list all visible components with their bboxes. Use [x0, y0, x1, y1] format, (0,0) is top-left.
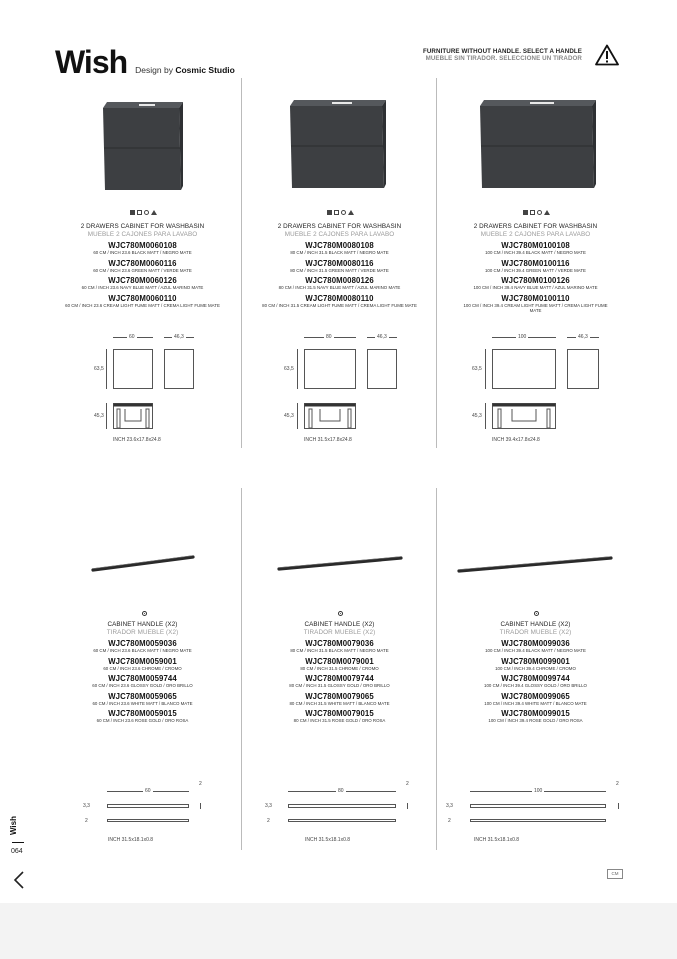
chevron-left-icon[interactable]: [12, 870, 26, 890]
product-code: WJC780M0059744: [108, 674, 177, 683]
handle-image: [456, 554, 614, 574]
page-number: 064: [11, 848, 23, 855]
triangle-icon: [544, 210, 550, 215]
variant-desc: 100 CM / INCH 39.4 NAVY BLUE MATT / AZUL MARINO MATE: [473, 285, 598, 290]
handle-warning: [423, 48, 582, 62]
product-code: WJC780M0099036: [501, 639, 570, 648]
cabinet-image: [480, 100, 596, 192]
variant-desc: 100 CM / INCH 39.4 GREEN MATT / VERDE MATE: [484, 267, 586, 273]
unit-badge: CM: [607, 869, 623, 879]
product-info: [262, 621, 417, 724]
side-view: [164, 349, 194, 389]
triangle-icon: [348, 210, 354, 215]
finish-icons: [123, 210, 163, 215]
side-mark: [618, 803, 619, 809]
small-dim: 2: [85, 818, 88, 824]
handle-image: [90, 553, 196, 573]
height2-line: [485, 403, 486, 429]
variant-desc: 80 CM / INCH 31.5 BLACK MATT / NEGRO MATE: [290, 648, 389, 653]
variant-desc: 100 CM / INCH 39.4 WHITE MATT / BLANCO MATE: [484, 700, 587, 706]
product-info: [65, 621, 220, 724]
height2-line: [297, 403, 298, 429]
square-filled-icon: [523, 210, 528, 215]
side-view: [567, 349, 599, 389]
product-info: [65, 223, 220, 308]
variant-desc: 100 CM / INCH 39.4 ROSE GOLD / ORO ROSA: [488, 718, 583, 723]
product-code: WJC780M0100126: [501, 276, 570, 285]
product-code: WJC780M0100110: [501, 293, 570, 303]
product-name-en: 2 DRAWERS CABINET FOR WASHBASIN: [277, 223, 402, 230]
design-by-prefix: Design by: [135, 65, 173, 75]
thickness-dim: 3,3: [265, 803, 272, 809]
square-filled-icon: [130, 210, 135, 215]
product-code: WJC780M0060126: [108, 276, 177, 285]
finish-icons: [140, 611, 148, 616]
width-dim: 100: [518, 334, 527, 340]
square-icon: [137, 210, 142, 215]
product-code: WJC780M0080126: [305, 276, 374, 285]
thickness-dim: 3,3: [83, 803, 90, 809]
product-code: WJC780M0099065: [501, 691, 570, 701]
column-divider: [436, 488, 437, 850]
viewer-bottom-bar: [0, 903, 677, 959]
variant-desc: 80 CM / INCH 31.5 GREEN MATT / VERDE MATE: [290, 267, 389, 273]
depth-dim: 46,3: [174, 334, 184, 340]
width-dim: 80: [326, 334, 332, 340]
variant-desc: 100 CM / INCH 39.4 GLOSSY GOLD / ORO BRILLO: [484, 683, 587, 688]
product-code: WJC780M0100116: [501, 258, 570, 268]
length-dim: 80: [338, 788, 344, 794]
side-brand-label: Wish: [9, 816, 18, 836]
small-dim: 2: [199, 781, 202, 787]
design-credit: [135, 65, 235, 75]
inch-dims: INCH 31.5x18.1x0.8: [108, 837, 154, 843]
product-name-es: MUEBLE 2 CAJONES PARA LAVABO: [284, 231, 395, 238]
product-name-en: CABINET HANDLE (X2): [304, 621, 375, 628]
circle-icon: [341, 210, 346, 215]
product-info: [458, 223, 613, 314]
product-code: WJC780M0080116: [305, 258, 374, 268]
product-code: WJC780M0079015: [305, 709, 374, 718]
warning-triangle-icon: [595, 44, 619, 66]
product-name-en: CABINET HANDLE (X2): [500, 621, 571, 628]
variant-desc: 60 CM / INCH 23.6 BLACK MATT / NEGRO MATE: [93, 648, 192, 653]
dot-icon: [338, 611, 343, 616]
product-name-es: TIRADOR MUEBLE (X2): [303, 629, 376, 636]
product-code: WJC780M0060116: [108, 258, 177, 268]
height-line: [485, 349, 486, 389]
height2-dim: 45,3: [94, 413, 104, 419]
product-code: WJC780M0099001: [501, 656, 570, 666]
variant-desc: 60 CM / INCH 23.6 BLACK MATT / NEGRO MATE: [93, 250, 192, 255]
variant-desc: 60 CM / INCH 23.6 CHROME / CROMO: [103, 665, 182, 671]
warning-text-en: FURNITURE WITHOUT HANDLE. SELECT A HANDLE: [422, 48, 582, 55]
cabinet-image: [290, 100, 386, 192]
variant-desc: 80 CM / INCH 31.5 NAVY BLUE MATT / AZUL MARINO MATE: [278, 285, 401, 290]
height2-dim: 45,3: [472, 413, 482, 419]
product-name-es: MUEBLE 2 CAJONES PARA LAVABO: [480, 231, 591, 238]
product-code: WJC780M0060110: [108, 293, 177, 303]
variant-desc: 80 CM / INCH 31.5 BLACK MATT / NEGRO MATE: [290, 250, 389, 255]
top-view: [113, 403, 153, 429]
product-code: WJC780M0059065: [108, 691, 177, 701]
side-mark: [407, 803, 408, 809]
variant-desc: 60 CM / INCH 23.6 NAVY BLUE MATT / AZUL MARINO MATE: [81, 285, 204, 290]
variant-desc: 80 CM / INCH 31.5 GLOSSY GOLD / ORO BRILLO: [289, 683, 390, 688]
brand-header: [55, 44, 235, 81]
variant-desc: 80 CM / INCH 31.5 ROSE GOLD / ORO ROSA: [293, 718, 386, 723]
product-code: WJC780M0059036: [108, 639, 177, 648]
product-code: WJC780M0060108: [108, 241, 177, 250]
dot-icon: [142, 611, 147, 616]
triangle-icon: [151, 210, 157, 215]
variant-desc: 60 CM / INCH 23.6 GREEN MATT / VERDE MATE: [93, 267, 192, 273]
product-info: [458, 621, 613, 724]
square-icon: [530, 210, 535, 215]
variant-desc: 80 CM / INCH 31.5 WHITE MATT / BLANCO MATE: [289, 700, 390, 706]
front-view: [113, 349, 153, 389]
handle-top-view: [288, 819, 396, 822]
front-view: [492, 349, 556, 389]
height-dim: 63,5: [94, 366, 104, 372]
inch-dims: INCH 39.4x17.8x24.8: [492, 437, 540, 443]
depth-dim: 46,3: [377, 334, 387, 340]
small-dim: 2: [616, 781, 619, 787]
inch-dims: INCH 31.5x17.8x24.8: [304, 437, 352, 443]
height-line: [106, 349, 107, 389]
handle-front-view: [288, 804, 396, 808]
product-name-es: MUEBLE 2 CAJONES PARA LAVABO: [87, 231, 198, 238]
finish-icons: [516, 210, 556, 215]
handle-image: [276, 554, 404, 572]
side-rule: [12, 842, 24, 843]
top-view: [304, 403, 356, 429]
side-view: [367, 349, 397, 389]
handle-top-view: [470, 819, 606, 822]
product-info: [262, 223, 417, 308]
depth-dim: 46,3: [578, 334, 588, 340]
product-code: WJC780M0079001: [305, 656, 374, 666]
variant-desc: 100 CM / INCH 39.4 BLACK MATT / NEGRO MATE: [485, 250, 586, 255]
product-code: WJC780M0079036: [305, 639, 374, 648]
side-mark: [200, 803, 201, 809]
product-code: WJC780M0080110: [305, 293, 374, 303]
inch-dims: INCH 23.6x17.8x24.8: [113, 437, 161, 443]
dot-icon: [534, 611, 539, 616]
handle-front-view: [107, 804, 189, 808]
square-icon: [334, 210, 339, 215]
product-code: WJC780M0080108: [305, 241, 374, 250]
product-code: WJC780M0099015: [501, 709, 570, 718]
variant-desc: 60 CM / INCH 23.6 CREAM LIGHT FUME MATT / CREMA LIGHT FUME MATE: [65, 302, 220, 308]
product-code: WJC780M0059015: [108, 709, 177, 718]
finish-icons: [532, 611, 540, 616]
product-name-es: TIRADOR MUEBLE (X2): [106, 629, 179, 636]
small-dim: 2: [448, 818, 451, 824]
variant-desc: 80 CM / INCH 31.5 CHROME / CROMO: [300, 665, 379, 671]
height2-line: [106, 403, 107, 429]
product-code: WJC780M0100108: [501, 241, 570, 250]
variant-desc: 100 CM / INCH 39.4 CREAM LIGHT FUME MATT / CREMA LIGHT FUME MATE: [463, 302, 608, 313]
height-line: [297, 349, 298, 389]
top-view: [492, 403, 556, 429]
variant-desc: 100 CM / INCH 39.4 BLACK MATT / NEGRO MATE: [485, 648, 586, 653]
product-name-en: CABINET HANDLE (X2): [107, 621, 178, 628]
handle-front-view: [470, 804, 606, 808]
warning-text-es: MUEBLE SIN TIRADOR. SELECCIONE UN TIRADOR: [425, 55, 582, 62]
variant-desc: 60 CM / INCH 23.6 ROSE GOLD / ORO ROSA: [96, 718, 189, 723]
cabinet-image: [103, 102, 183, 194]
handle-top-view: [107, 819, 189, 822]
circle-icon: [144, 210, 149, 215]
square-filled-icon: [327, 210, 332, 215]
product-code: WJC780M0059001: [108, 656, 177, 666]
small-dim: 2: [267, 818, 270, 824]
height-dim: 63,5: [472, 366, 482, 372]
small-dim: 2: [406, 781, 409, 787]
inch-dims: INCH 31.5x18.1x0.8: [474, 837, 520, 843]
designer-name: Cosmic Studio: [175, 65, 235, 75]
front-view: [304, 349, 356, 389]
height2-dim: 45,3: [284, 413, 294, 419]
inch-dims: INCH 31.5x18.1x0.8: [305, 837, 351, 843]
product-code: WJC780M0099744: [501, 674, 570, 683]
product-code: WJC780M0079744: [305, 674, 374, 683]
variant-desc: 80 CM / INCH 31.5 CREAM LIGHT FUME MATT / CREMA LIGHT FUME MATE: [262, 302, 417, 308]
variant-desc: 100 CM / INCH 39.4 CHROME / CROMO: [495, 665, 576, 671]
circle-icon: [537, 210, 542, 215]
column-divider: [436, 78, 437, 448]
length-dim: 60: [145, 788, 151, 794]
finish-icons: [320, 210, 360, 215]
column-divider: [241, 78, 242, 448]
length-dim: 100: [534, 788, 543, 794]
product-name-es: TIRADOR MUEBLE (X2): [499, 629, 572, 636]
brand-title: Wish: [55, 44, 128, 80]
variant-desc: 60 CM / INCH 23.6 WHITE MATT / BLANCO MATE: [92, 700, 193, 706]
width-dim: 60: [129, 334, 135, 340]
product-name-en: 2 DRAWERS CABINET FOR WASHBASIN: [80, 223, 205, 230]
finish-icons: [336, 611, 344, 616]
product-code: WJC780M0079065: [305, 691, 374, 701]
thickness-dim: 3,3: [446, 803, 453, 809]
height-dim: 63,5: [284, 366, 294, 372]
column-divider: [241, 488, 242, 850]
variant-desc: 60 CM / INCH 23.6 GLOSSY GOLD / ORO BRILLO: [92, 683, 193, 688]
product-name-en: 2 DRAWERS CABINET FOR WASHBASIN: [473, 223, 598, 230]
